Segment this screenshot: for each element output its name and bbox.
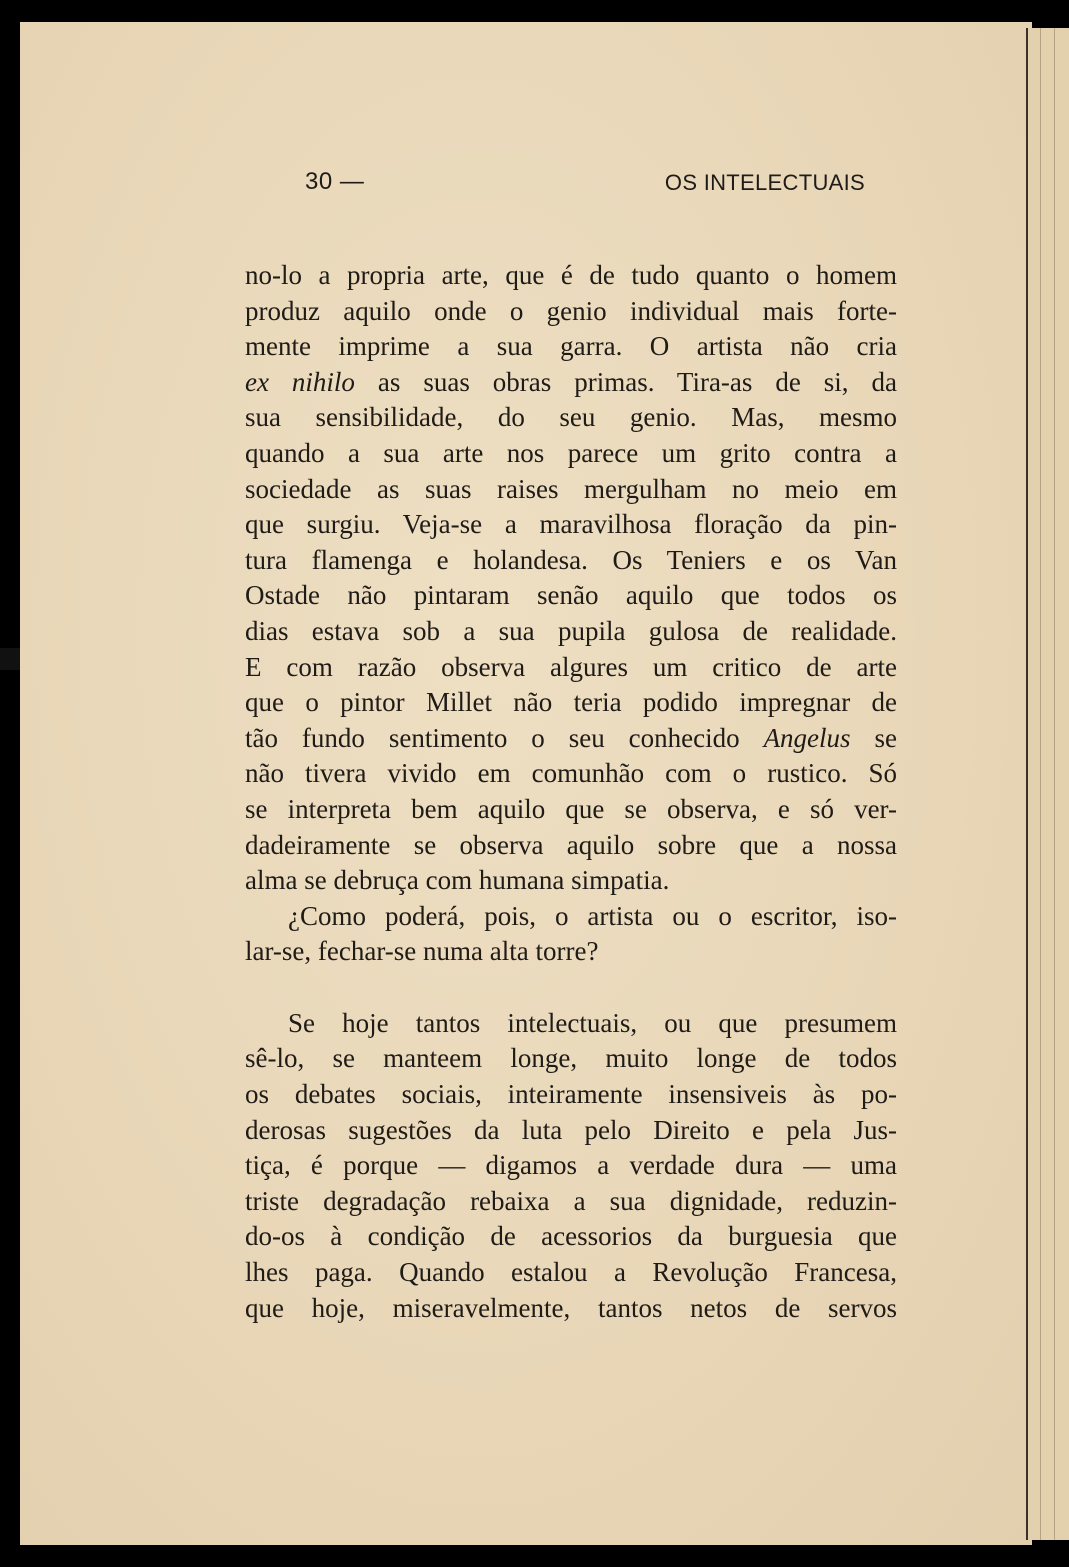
italic-title: ex nihilo bbox=[245, 366, 355, 397]
text-line bbox=[245, 294, 897, 330]
text-run: as suas obras primas. Tira-as de si, da bbox=[354, 366, 897, 397]
text-line bbox=[245, 400, 897, 436]
text-line: derosas sugestões da luta pelo Direito e pela Jus- bbox=[245, 1114, 897, 1145]
page-number: 30 — bbox=[305, 168, 365, 195]
text-line bbox=[245, 685, 897, 721]
text-run: sociedade as suas raises mergulham no meio em bbox=[245, 473, 897, 504]
page-edge-line bbox=[1054, 28, 1055, 1540]
text-line bbox=[245, 258, 897, 294]
text-line bbox=[245, 721, 897, 757]
paragraph bbox=[245, 899, 897, 970]
text-line: ¿Como poderá, pois, o artista ou o escritor, iso- bbox=[288, 900, 897, 931]
running-title: OS INTELECTUAIS bbox=[664, 170, 865, 195]
text-line: os debates sociais, inteiramente insensiveis às po- bbox=[245, 1079, 897, 1110]
text-line bbox=[245, 365, 897, 401]
text-line: Se hoje tantos intelectuais, ou que presumem bbox=[288, 1007, 897, 1038]
text-run: no-lo a propria arte, que é de tudo quanto o homem bbox=[245, 260, 897, 290]
text-line bbox=[245, 507, 897, 543]
text-line: do-os à condição de acessorios da burguesia que bbox=[245, 1221, 897, 1252]
page-edge-line bbox=[1040, 28, 1041, 1540]
text-run: se bbox=[850, 722, 897, 753]
text-line bbox=[245, 828, 897, 864]
paragraph bbox=[245, 1006, 897, 1326]
text-run: dias estava sob a sua pupila gulosa de realidade. bbox=[245, 615, 897, 646]
text-run: não tivera vivido em comunhão com o rustico. Só bbox=[245, 758, 897, 789]
text-line: sê-lo, se manteem longe, muito longe de todos bbox=[245, 1043, 897, 1074]
text-run: Ostade não pintaram senão aquilo que todos os bbox=[245, 580, 897, 611]
text-run: sua sensibilidade, do seu genio. Mas, mesmo bbox=[245, 402, 897, 433]
text-run: quando a sua arte nos parece um grito contra a bbox=[245, 437, 897, 468]
italic-title: Angelus bbox=[763, 722, 851, 753]
text-run: que surgiu. Veja-se a maravilhosa floração da pin- bbox=[245, 509, 897, 540]
text-line bbox=[245, 792, 897, 828]
text-run: tura flamenga e holandesa. Os Teniers e os Van bbox=[245, 544, 897, 575]
paragraph-break bbox=[245, 970, 897, 1006]
adjacent-page-edge bbox=[1026, 28, 1069, 1540]
binding-mark bbox=[0, 648, 20, 670]
text-run: E com razão observa algures um critico de arte bbox=[245, 651, 897, 682]
text-run: alma se debruça com humana simpatia. bbox=[245, 865, 670, 896]
text-line bbox=[245, 756, 897, 792]
text-run: que o pintor Millet não teria podido impregnar de bbox=[245, 687, 897, 718]
text-line: triste degradação rebaixa a sua dignidade, reduzin- bbox=[245, 1185, 897, 1216]
paragraph bbox=[245, 258, 897, 899]
text-line bbox=[245, 863, 897, 899]
text-run: se interpreta bem aquilo que se observa, e só ver- bbox=[245, 793, 897, 824]
text-run: dadeiramente se observa aquilo sobre que a nossa bbox=[245, 829, 897, 860]
text-run: mente imprime a sua garra. O artista não cria bbox=[245, 331, 897, 362]
text-line bbox=[245, 329, 897, 365]
page-header bbox=[305, 168, 865, 208]
text-line bbox=[245, 543, 897, 579]
text-line: tiça, é porque — digamos a verdade dura — uma bbox=[245, 1150, 897, 1181]
text-line bbox=[245, 436, 897, 472]
body-text bbox=[245, 258, 897, 1326]
text-line: lhes paga. Quando estalou a Revolução Francesa, bbox=[245, 1257, 897, 1288]
text-line: lar-se, fechar-se numa alta torre? bbox=[245, 936, 599, 967]
text-run: tão fundo sentimento o seu conhecido bbox=[245, 722, 764, 753]
text-line bbox=[245, 614, 897, 650]
text-run: produz aquilo onde o genio individual mais forte- bbox=[245, 295, 897, 326]
text-line: que hoje, miseravelmente, tantos netos de servos bbox=[245, 1292, 897, 1323]
text-line bbox=[245, 650, 897, 686]
text-line bbox=[245, 578, 897, 614]
text-line bbox=[245, 472, 897, 508]
